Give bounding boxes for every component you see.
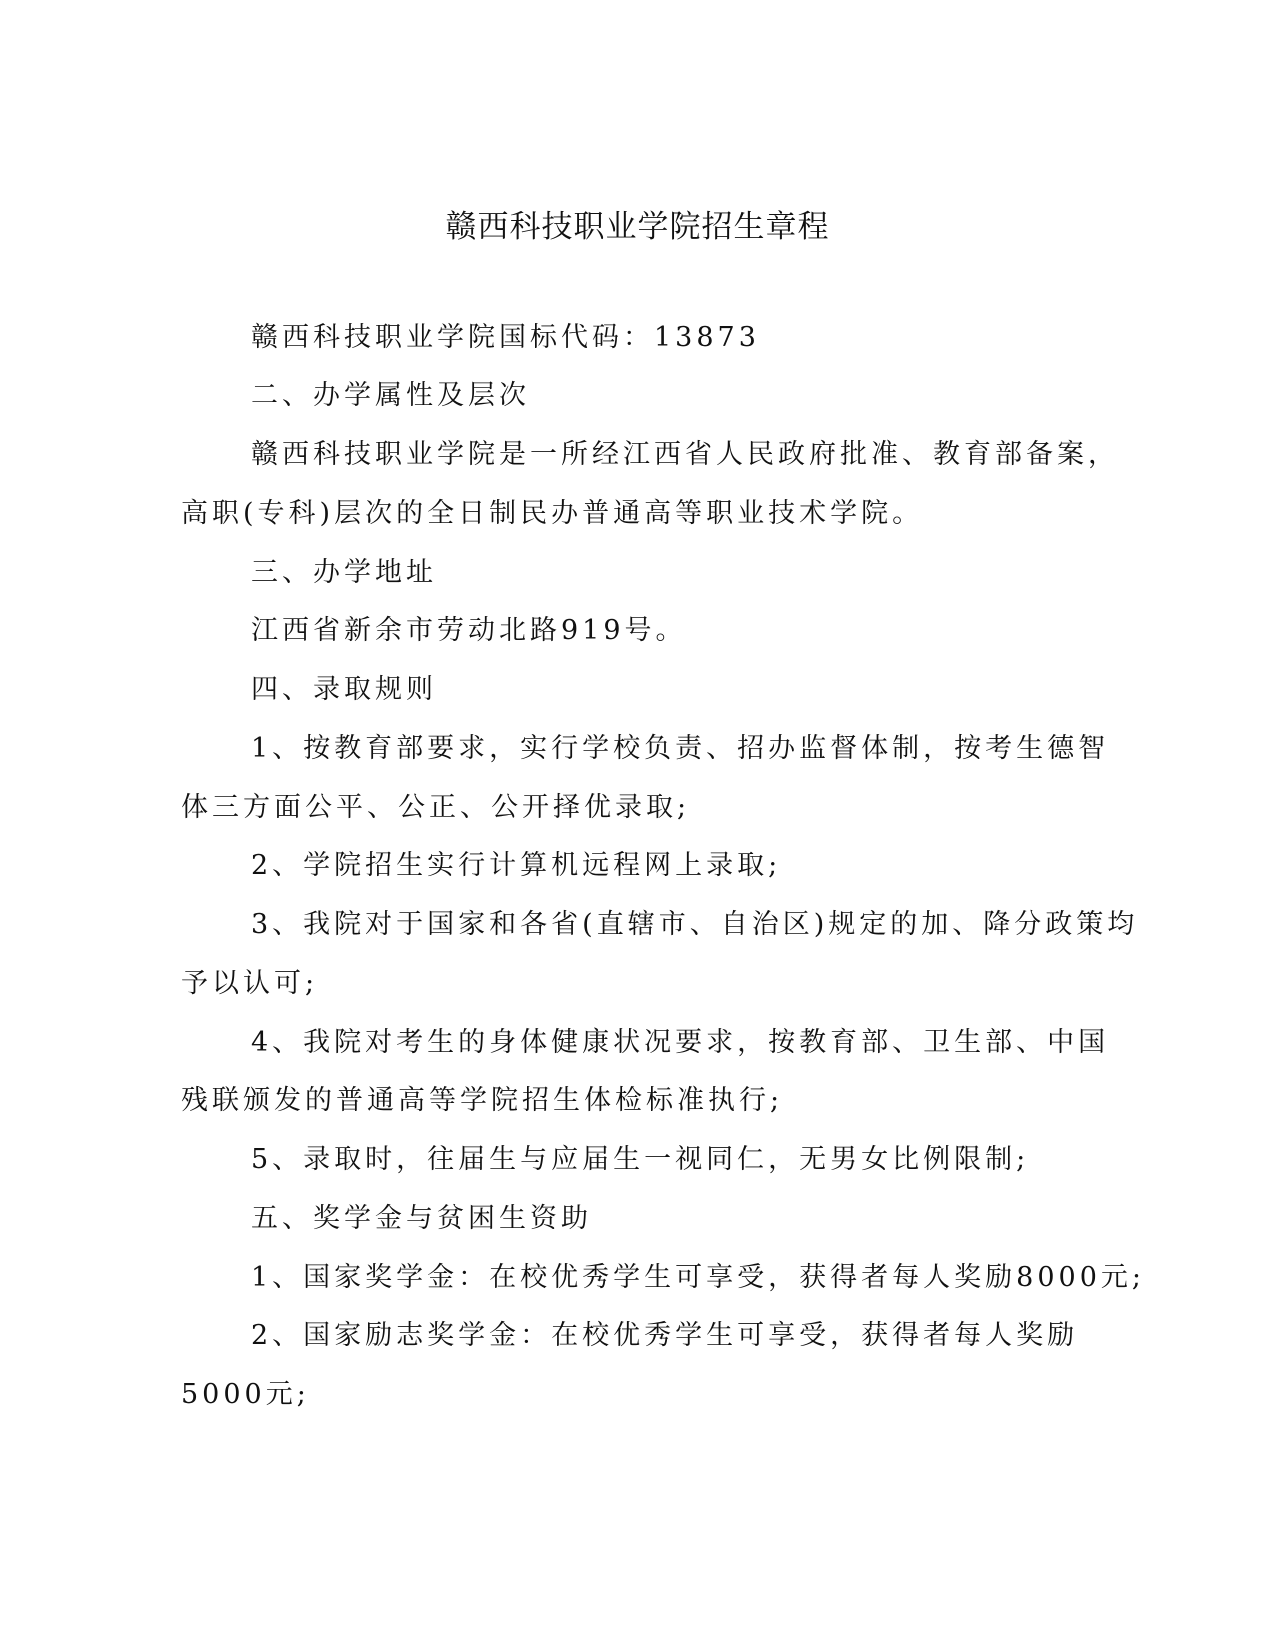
rule-item-line: 1、按教育部要求，实行学校负责、招办监督体制，按考生德智 bbox=[251, 733, 1110, 764]
address-line: 江西省新余市劳动北路919号。 bbox=[251, 615, 687, 646]
scholarship-item-line: 5000元; bbox=[181, 1379, 310, 1410]
paragraph-line: 高职(专科)层次的全日制民办普通高等职业技术学院。 bbox=[181, 498, 924, 529]
rule-item-line: 予以认可; bbox=[181, 968, 319, 999]
section-heading-admission-rules: 四、录取规则 bbox=[251, 674, 437, 705]
rule-item-line: 体三方面公平、公正、公开择优录取; bbox=[181, 792, 691, 823]
rule-item-line: 3、我院对于国家和各省(直辖市、自治区)规定的加、降分政策均 bbox=[251, 909, 1139, 940]
rule-item-line: 4、我院对考生的身体健康状况要求，按教育部、卫生部、中国 bbox=[251, 1027, 1110, 1058]
paragraph-line: 赣西科技职业学院是一所经江西省人民政府批准、教育部备案， bbox=[251, 439, 1119, 470]
rule-item-line: 5、录取时，往届生与应届生一视同仁，无男女比例限制; bbox=[251, 1144, 1030, 1175]
school-code-line: 赣西科技职业学院国标代码：13873 bbox=[251, 322, 760, 353]
section-heading-attributes: 二、办学属性及层次 bbox=[251, 380, 530, 411]
rule-item-line: 2、学院招生实行计算机远程网上录取; bbox=[251, 850, 782, 881]
document-title: 赣西科技职业学院招生章程 bbox=[445, 209, 830, 245]
scholarship-item-line: 1、国家奖学金：在校优秀学生可享受，获得者每人奖励8000元; bbox=[251, 1262, 1145, 1293]
section-heading-address: 三、办学地址 bbox=[251, 557, 437, 588]
section-heading-scholarships: 五、奖学金与贫困生资助 bbox=[251, 1203, 592, 1234]
scholarship-item-line: 2、国家励志奖学金：在校优秀学生可享受，获得者每人奖励 bbox=[251, 1320, 1079, 1351]
rule-item-line: 残联颁发的普通高等学院招生体检标准执行; bbox=[181, 1085, 784, 1116]
